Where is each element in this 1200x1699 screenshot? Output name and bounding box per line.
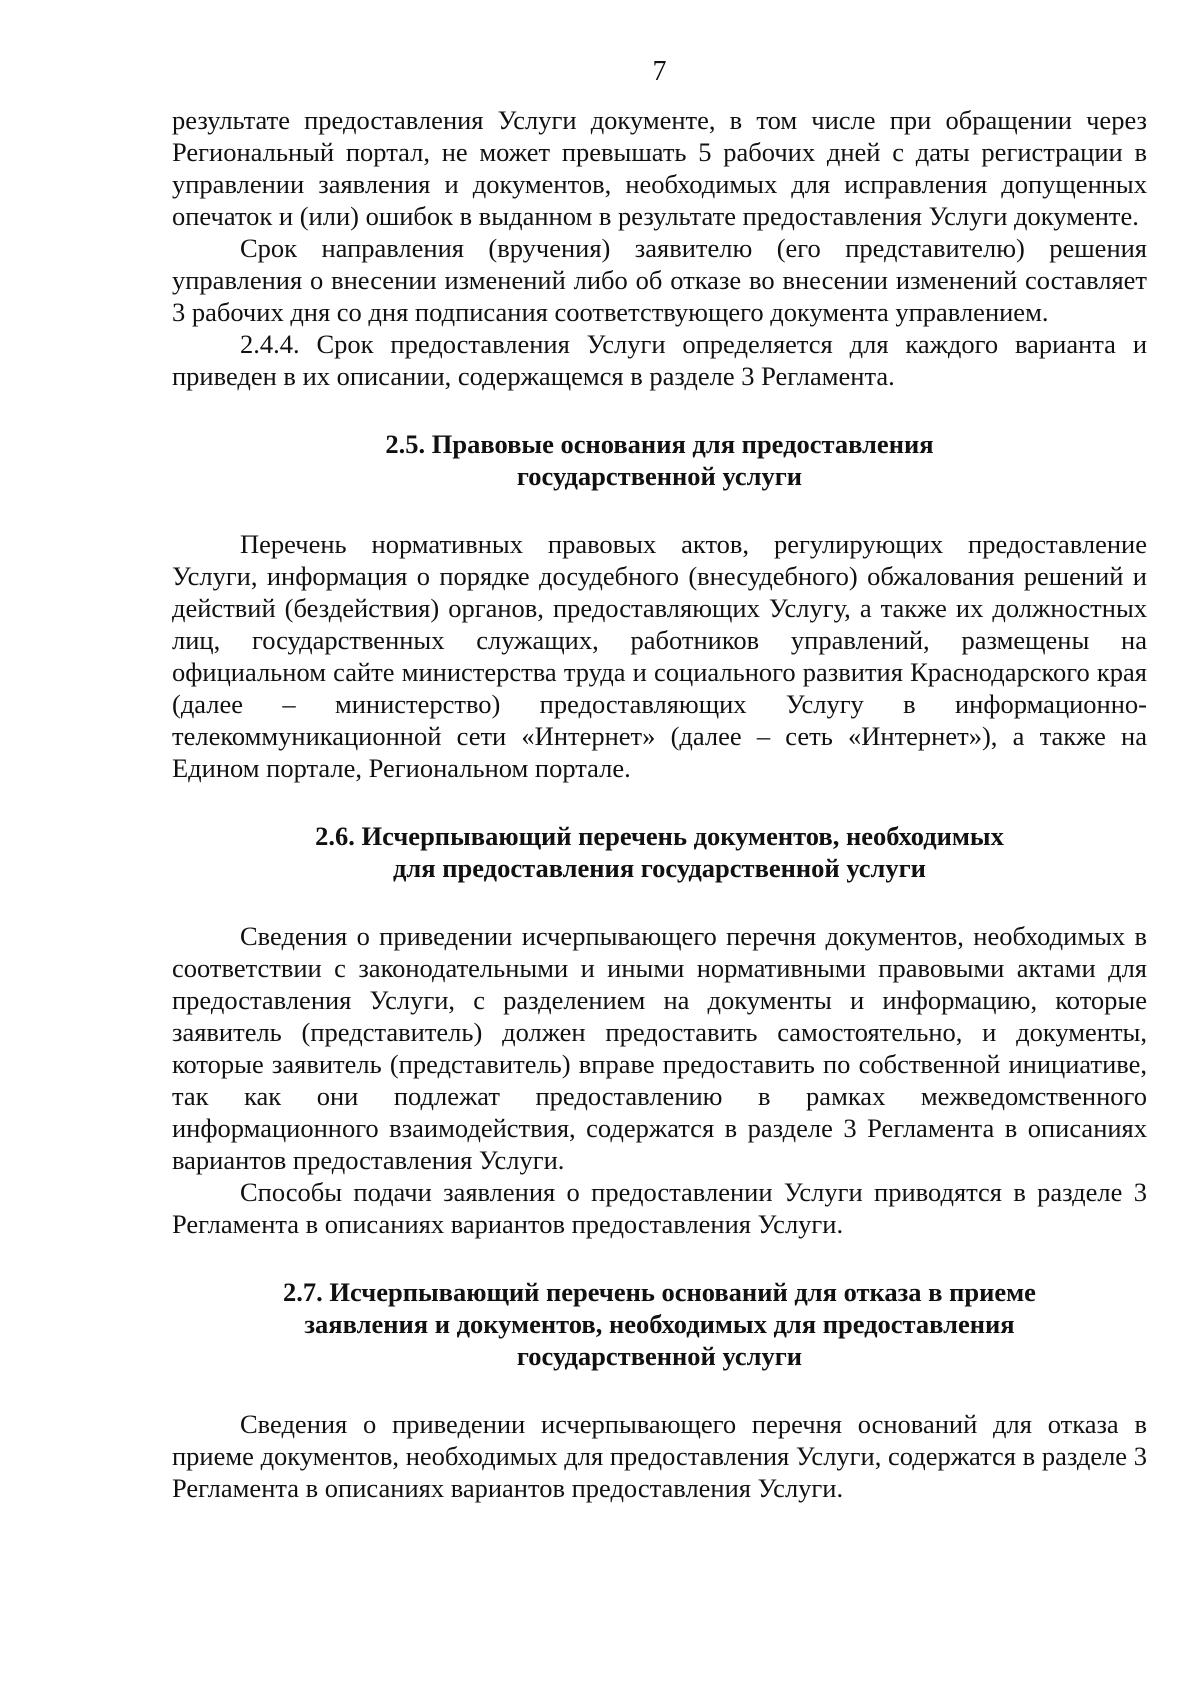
paragraph-refusal-grounds: Сведения о приведении исчерпывающего перечня оснований для отказа в приеме документов, необходимых для предоставления Услуги, содержатся в разделе 3 Регламента в описаниях вариантов предоставления Услуги. (172, 1409, 1147, 1503)
heading-line: 2.7. Исчерпывающий перечень оснований для отказа в приеме (283, 1277, 1036, 1307)
document-page (172, 52, 1147, 1504)
section-heading-2-5 (172, 428, 1147, 492)
section-heading-2-7 (172, 1276, 1147, 1372)
heading-line: 2.5. Правовые основания для предоставления (385, 429, 934, 459)
paragraph-submission-methods: Способы подачи заявления о предоставлении Услуги приводятся в разделе 3 Регламента в описаниях вариантов предоставления Услуги. (172, 1177, 1147, 1239)
paragraph-correction-term: Срок направления (вручения) заявителю (его представителю) решения управления о внесении изменений либо об отказе во внесении изменений составляет 3 рабочих дня со дня подписания соответствующего документа управлением. (172, 233, 1147, 327)
heading-line: для предоставления государственной услуги (393, 853, 926, 883)
page-number: 7 (652, 56, 667, 87)
paragraph-legal-basis: Перечень нормативных правовых актов, регулирующих предоставление Услуги, информация о порядке досудебного (внесудебного) обжалования решений и действий (бездействия) органов, предоставляющих Услугу, а также их должностных лиц, государственных служащих, работников управлений, размещены на официальном сайте министерства труда и социального развития Краснодарского края (далее – министерство) предоставляющих Услугу в информационно-телекоммуникационной сети «Интернет» (далее – сеть «Интернет»), а также на Едином портале, Региональном портале. (172, 529, 1147, 783)
heading-line: заявления и документов, необходимых для предоставления (304, 1309, 1015, 1339)
heading-line: государственной услуги (516, 1341, 803, 1371)
paragraph-2-4-4: 2.4.4. Срок предоставления Услуги определяется для каждого варианта и приведен в их описании, содержащемся в разделе 3 Регламента. (172, 329, 1147, 391)
heading-line: государственной услуги (516, 461, 803, 491)
heading-line: 2.6. Исчерпывающий перечень документов, необходимых (315, 821, 1004, 851)
section-heading-2-6 (172, 820, 1147, 884)
paragraph-continuation: результате предоставления Услуги документе, в том числе при обращении через Региональный портал, не может превышать 5 рабочих дней с даты регистрации в управлении заявления и документов, необходимых для исправления допущенных опечаток и (или) ошибок в выданном в результате предоставления Услуги документе. (172, 105, 1147, 231)
paragraph-documents-list: Сведения о приведении исчерпывающего перечня документов, необходимых в соответствии с законодательными и иными нормативными правовыми актами для предоставления Услуги, с разделением на документы и информацию, которые заявитель (представитель) должен предоставить самостоятельно, и документы, которые заявитель (представитель) вправе предоставить по собственной инициативе, так как они подлежат предоставлению в рамках межведомственного информационного взаимодействия, содержатся в разделе 3 Регламента в описаниях вариантов предоставления Услуги. (172, 921, 1147, 1175)
